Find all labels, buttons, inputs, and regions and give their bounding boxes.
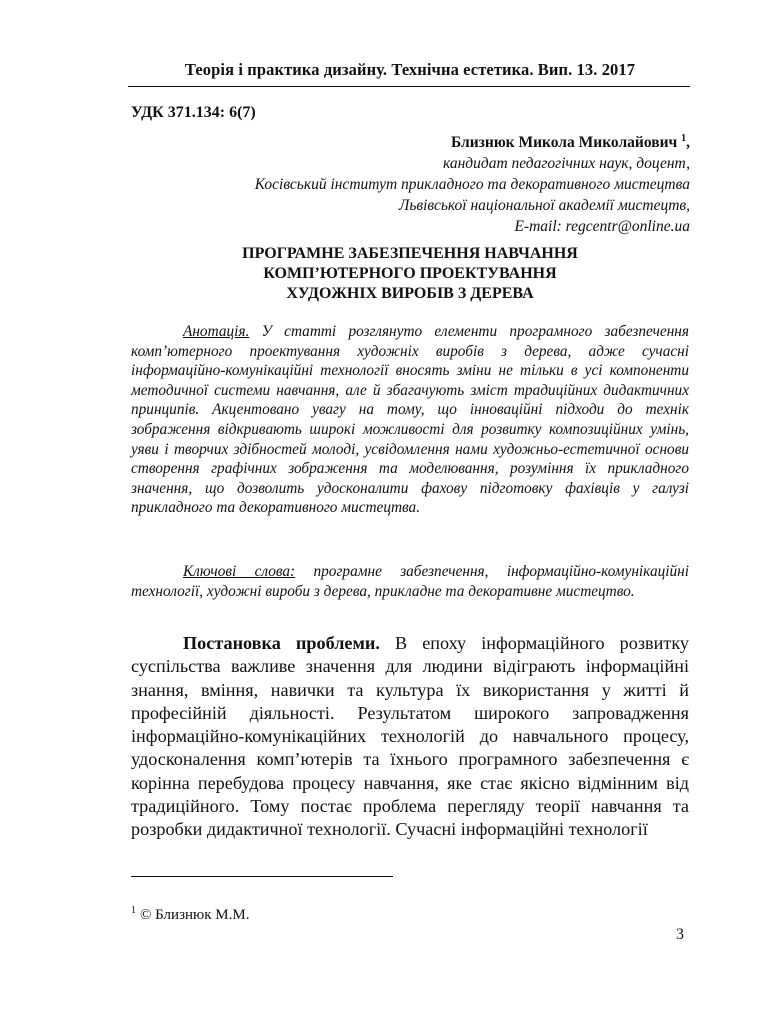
footnote-text: © Близнюк М.М. xyxy=(140,907,250,923)
author-affiliation-line1: Косівський інститут прикладного та декоративного мистецтва xyxy=(254,176,690,194)
title-line-3: ХУДОЖНІХ ВИРОБІВ З ДЕРЕВА xyxy=(286,285,534,302)
author-name xyxy=(255,128,690,153)
abstract-text: У статті розглянуто елементи програмного забезпечення комп’ютерного проектування художніх виробів з дерева, адже сучасні інформаційно-комунікаційні технології вносять зміни не тільки в усі компоненти методичної системи навчання, але й збагачують зміст традиційних дидактичних принципів. Акцентовано увагу на тому, що інноваційні підходи до технік зображення відкривають широкі можливості для розвитку композиційних умінь, уяви і творчих здібностей молоді, усвідомлення нами художньо-естетичної основи створення графічних зображення та моделювання, розуміння їх прикладного значення, що дозволить удосконалити фахову підготовку фахівців у галузі прикладного та декоративного мистецтва. xyxy=(131,323,689,517)
body-text: В епоху інформаційного розвитку суспільства важливе значення для людини відіграють інформаційні знання, вміння, навички та культура їх використання у житті й професійній діяльності. Результатом широкого запровадження інформаційно-комунікаційних технологій до навчального процесу, удосконалення комп’ютерів та їхнього програмного забезпечення є корінна перебудова процесу навчання, яке стає якісно відмінним від традиційного. Тому постає проблема перегляду теорії навчання та розробки дидактичної технології. Сучасні інформаційні технології xyxy=(131,633,689,840)
keywords-text: програмне забезпечення, інформаційно-комунікаційні технології, художні вироби з дерева, прикладне та декоративне мистецтво. xyxy=(131,563,689,600)
keywords-label: Ключові слова: xyxy=(183,563,296,580)
journal-header: Теорія і практика дизайну. Технічна естетика. Вип. 13. 2017 xyxy=(184,60,636,79)
header-rule xyxy=(128,86,690,87)
author-degree: кандидат педагогічних наук, доцент, xyxy=(443,155,690,173)
udc-code: УДК 371.134: 6(7) xyxy=(131,104,256,121)
author-affiliation-line2: Львівської національної академії мистецтв, xyxy=(398,197,690,215)
title-line-2: КОМП’ЮТЕРНОГО ПРОЕКТУВАННЯ xyxy=(263,265,557,282)
title-line-1: ПРОГРАМНЕ ЗАБЕЗПЕЧЕННЯ НАВЧАННЯ xyxy=(242,245,578,262)
author-name-text: Близнюк Микола Миколайович xyxy=(451,134,678,152)
abstract xyxy=(131,322,689,518)
author-email: E-mail: regcentr@online.ua xyxy=(514,218,690,236)
author-block xyxy=(255,128,690,237)
footnote-rule xyxy=(131,876,393,877)
keywords xyxy=(131,562,689,601)
author-footnote-mark: 1 xyxy=(681,133,687,144)
body-lead: Постановка проблеми. xyxy=(183,633,380,653)
abstract-label: Анотація. xyxy=(183,323,250,340)
body-paragraph xyxy=(131,632,689,842)
article-title xyxy=(130,244,690,304)
footnote-mark: 1 xyxy=(131,905,136,916)
author-name-suffix: , xyxy=(686,134,690,152)
page-number: 3 xyxy=(676,926,684,943)
footnote xyxy=(131,905,249,924)
